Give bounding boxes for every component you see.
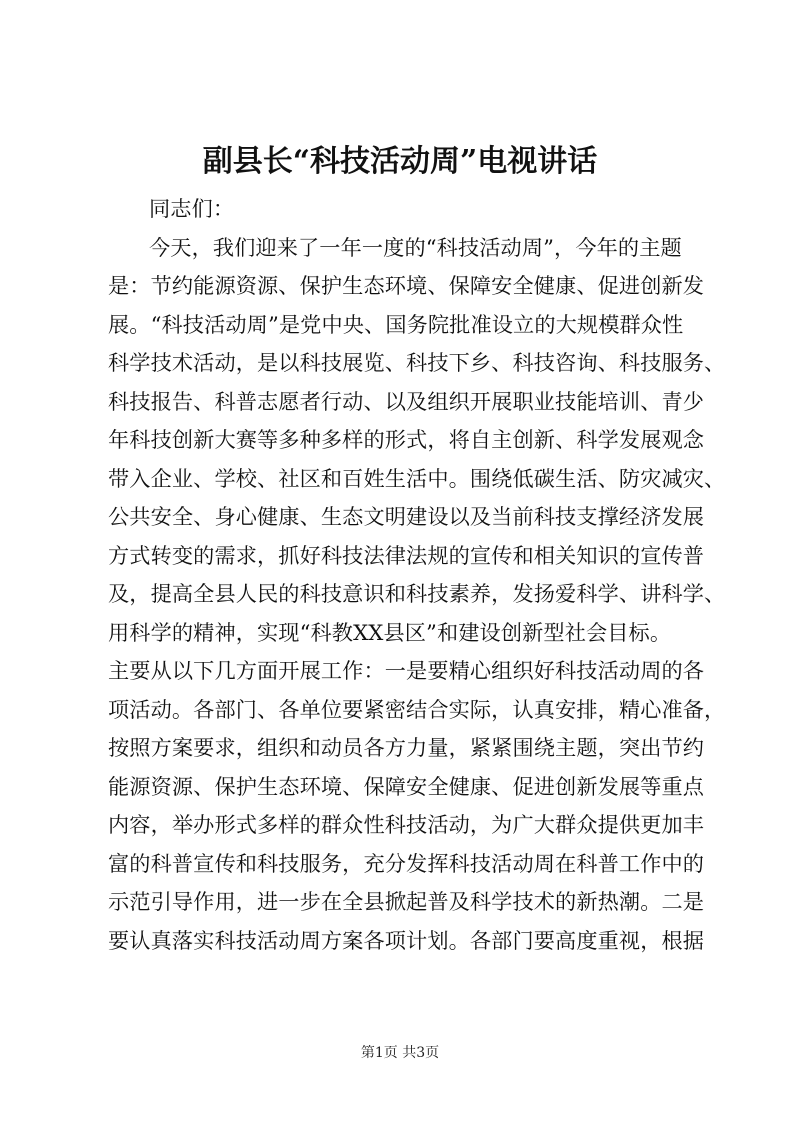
paragraph-line: 主要从以下几方面开展工作：一是要精心组织好科技活动周的各 (108, 658, 705, 683)
paragraph-line: 是：节约能源资源、保护生态环境、保障安全健康、促进创新发 (108, 273, 705, 298)
document-title: 副县长“科技活动周”电视讲话 (202, 144, 598, 179)
paragraph-line: 科技报告、科普志愿者行动、以及组织开展职业技能培训、青少 (108, 389, 705, 414)
paragraph-line: 富的科普宣传和科技服务，充分发挥科技活动周在科普工作中的 (108, 851, 705, 876)
paragraph-line: 项活动。各部门、各单位要紧密结合实际，认真安排，精心准备， (108, 697, 726, 722)
salutation-line: 同志们： (149, 196, 235, 221)
paragraph-line: 方式转变的需求，抓好科技法律法规的宣传和相关知识的宣传普 (108, 543, 705, 568)
paragraph-line: 今天，我们迎来了一年一度的“科技活动周”，今年的主题 (149, 235, 682, 260)
paragraph-line: 要认真落实科技活动周方案各项计划。各部门要高度重视，根据 (108, 928, 705, 953)
paragraph-line: 按照方案要求，组织和动员各方力量，紧紧围绕主题，突出节约 (108, 735, 705, 760)
paragraph-line: 公共安全、身心健康、生态文明建设以及当前科技支撑经济发展 (108, 504, 705, 529)
paragraph-line: 示范引导作用，进一步在全县掀起普及科学技术的新热潮。二是 (108, 889, 705, 914)
paragraph-line: 内容，举办形式多样的群众性科技活动，为广大群众提供更加丰 (108, 812, 705, 837)
paragraph-line: 科学技术活动，是以科技展览、科技下乡、科技咨询、科技服务、 (108, 350, 726, 375)
paragraph-line: 展。“科技活动周”是党中央、国务院批准设立的大规模群众性 (108, 312, 684, 337)
paragraph-line: 用科学的精神，实现“科教XX县区”和建设创新型社会目标。 (108, 620, 672, 645)
paragraph-line: 年科技创新大赛等多种多样的形式，将自主创新、科学发展观念 (108, 427, 705, 452)
page-footer: 第1页 共3页 (360, 1045, 440, 1061)
paragraph-line: 带入企业、学校、社区和百姓生活中。围绕低碳生活、防灾减灾、 (108, 466, 726, 491)
paragraph-line: 能源资源、保护生态环境、保障安全健康、促进创新发展等重点 (108, 774, 705, 799)
paragraph-line: 及，提高全县人民的科技意识和科技素养，发扬爱科学、讲科学、 (108, 581, 726, 606)
